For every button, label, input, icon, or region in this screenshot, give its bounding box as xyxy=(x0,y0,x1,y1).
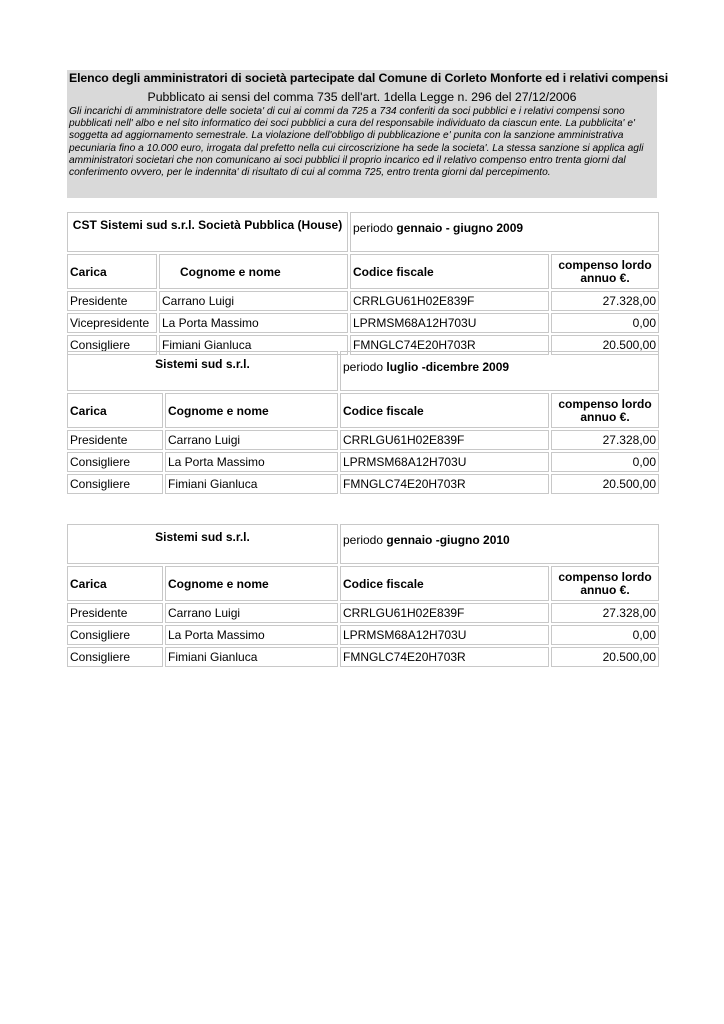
cell-codice: CRRLGU61H02E839F xyxy=(340,430,549,450)
cell-nome: La Porta Massimo xyxy=(159,313,348,333)
col-codice-header: Codice fiscale xyxy=(350,254,549,289)
period-value: luglio -dicembre 2009 xyxy=(386,360,510,374)
cell-codice: LPRMSM68A12H703U xyxy=(350,313,549,333)
company-name: Sistemi sud s.r.l. xyxy=(67,351,338,391)
col-compenso-header xyxy=(551,254,659,289)
legal-note: Gli incarichi di amministratore delle societa' di cui ai commi da 725 a 734 conferiti da soci pubblici e i relativi compensi sono pubblicati nell' albo e nel sito informatico dei soci pubblici a cura del responsabile individuato da ciascun ente. La pubblicita' e' soggetta ad aggiornamento semestrale. La violazione dell'obbligo di pubblicazione e' punita con la sanzione amministrativa pecuniaria fino a 10.000 euro, irrogata dal prefetto nella cui circoscrizione ha sede la societa'. La stessa sanzione si applica agli amministratori societari che non comunicano ai soci pubblici il proprio incarico ed il relativo compenso entro trenta giorni dal conferimento ovvero, per le indennita' di risultato di cui al comma 725, entro trenta giorni dal percepimento. xyxy=(69,106,644,179)
cell-carica: Consigliere xyxy=(67,625,163,645)
cell-nome: Fimiani Gianluca xyxy=(165,647,338,667)
cell-compenso: 0,00 xyxy=(551,452,659,472)
cell-compenso: 20.500,00 xyxy=(551,335,659,355)
col-carica-header: Carica xyxy=(67,566,163,601)
company-name: Sistemi sud s.r.l. xyxy=(67,524,338,564)
table-row xyxy=(67,291,659,311)
cell-codice: FMNGLC74E20H703R xyxy=(350,335,549,355)
col-nome-header: Cognome e nome xyxy=(165,393,338,428)
cell-carica: Vicepresidente xyxy=(67,313,157,333)
table-row xyxy=(67,603,659,623)
cell-carica: Consigliere xyxy=(67,647,163,667)
table-row xyxy=(67,647,659,667)
table-row xyxy=(67,313,659,333)
cell-compenso: 27.328,00 xyxy=(551,430,659,450)
compenso-header-line1: compenso lordo xyxy=(558,257,652,272)
cell-codice: LPRMSM68A12H703U xyxy=(340,625,549,645)
cell-codice: LPRMSM68A12H703U xyxy=(340,452,549,472)
table-header-row xyxy=(67,254,659,289)
cell-carica: Presidente xyxy=(67,291,157,311)
cell-codice: CRRLGU61H02E839F xyxy=(340,603,549,623)
company-name: CST Sistemi sud s.r.l. Società Pubblica (House) xyxy=(67,212,348,252)
cell-nome: Fimiani Gianluca xyxy=(159,335,348,355)
period-cell xyxy=(340,351,659,391)
cell-carica: Presidente xyxy=(67,603,163,623)
col-codice-header: Codice fiscale xyxy=(340,393,549,428)
cell-compenso: 0,00 xyxy=(551,625,659,645)
administrators-table-1 xyxy=(65,210,661,357)
cell-carica: Consigliere xyxy=(67,335,157,355)
table-company-row xyxy=(67,351,659,391)
document-subtitle: Pubblicato ai sensi del comma 735 dell'art. 1della Legge n. 296 del 27/12/2006 xyxy=(147,90,577,104)
cell-compenso: 20.500,00 xyxy=(551,474,659,494)
col-codice-header: Codice fiscale xyxy=(340,566,549,601)
table-company-row xyxy=(67,524,659,564)
compenso-header-line1: compenso lordo xyxy=(558,396,652,411)
cell-nome: Carrano Luigi xyxy=(165,430,338,450)
period-prefix: periodo xyxy=(353,221,394,235)
col-carica-header: Carica xyxy=(67,393,163,428)
period-cell xyxy=(340,524,659,564)
cell-carica: Presidente xyxy=(67,430,163,450)
cell-compenso: 27.328,00 xyxy=(551,291,659,311)
table-row xyxy=(67,430,659,450)
compenso-header-line2: annuo €. xyxy=(580,270,630,285)
cell-nome: La Porta Massimo xyxy=(165,625,338,645)
cell-codice: CRRLGU61H02E839F xyxy=(350,291,549,311)
compenso-header-line2: annuo €. xyxy=(580,409,630,424)
cell-nome: Carrano Luigi xyxy=(165,603,338,623)
period-cell xyxy=(350,212,659,252)
table-header-row xyxy=(67,393,659,428)
cell-compenso: 0,00 xyxy=(551,313,659,333)
cell-codice: FMNGLC74E20H703R xyxy=(340,647,549,667)
cell-compenso: 27.328,00 xyxy=(551,603,659,623)
col-compenso-header xyxy=(551,393,659,428)
cell-nome: Fimiani Gianluca xyxy=(165,474,338,494)
table-row xyxy=(67,474,659,494)
table-header-row xyxy=(67,566,659,601)
cell-codice: FMNGLC74E20H703R xyxy=(340,474,549,494)
cell-nome: Carrano Luigi xyxy=(159,291,348,311)
col-nome-header: Cognome e nome xyxy=(159,254,348,289)
cell-nome: La Porta Massimo xyxy=(165,452,338,472)
compenso-header-line1: compenso lordo xyxy=(558,569,652,584)
period-value: gennaio - giugno 2009 xyxy=(396,221,524,235)
document-header xyxy=(67,70,669,198)
cell-carica: Consigliere xyxy=(67,452,163,472)
cell-carica: Consigliere xyxy=(67,474,163,494)
period-prefix: periodo xyxy=(343,533,384,547)
col-carica-header: Carica xyxy=(67,254,157,289)
compenso-header-line2: annuo €. xyxy=(580,582,630,597)
table-company-row xyxy=(67,212,659,252)
col-nome-header: Cognome e nome xyxy=(165,566,338,601)
administrators-table-2 xyxy=(65,349,661,496)
period-prefix: periodo xyxy=(343,360,384,374)
document-title: Elenco degli amministratori di società partecipate dal Comune di Corleto Monforte ed i relativi compensi xyxy=(69,71,669,85)
cell-compenso: 20.500,00 xyxy=(551,647,659,667)
period-value: gennaio -giugno 2010 xyxy=(386,533,510,547)
table-row xyxy=(67,452,659,472)
table-row xyxy=(67,625,659,645)
col-compenso-header xyxy=(551,566,659,601)
administrators-table-3 xyxy=(65,522,661,669)
